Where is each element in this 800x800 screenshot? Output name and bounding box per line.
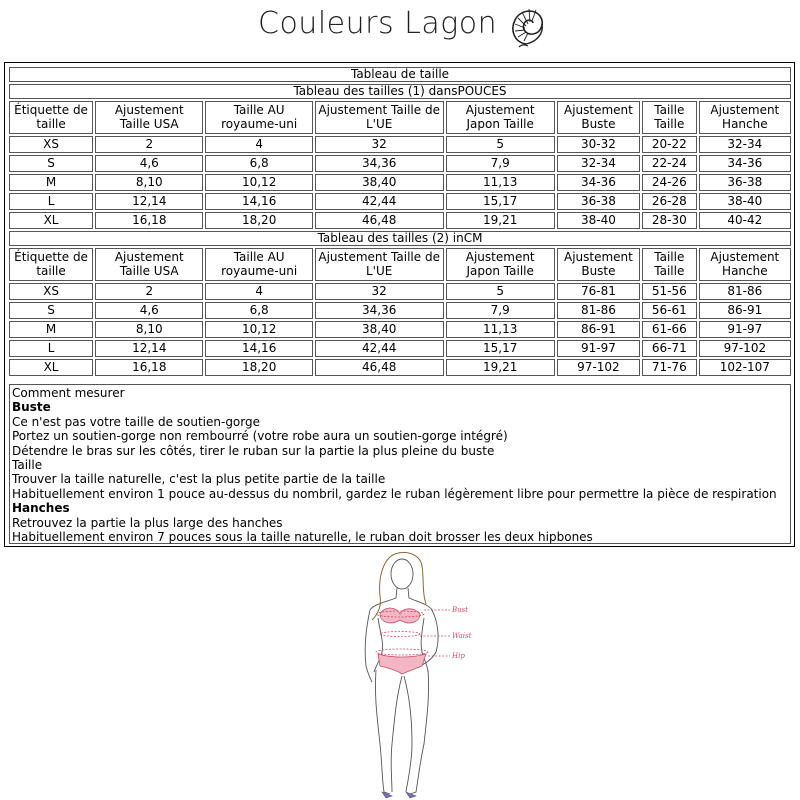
- notes-line: Habituellement environ 7 pouces sous la taille naturelle, le ruban doit brosser les deux hipbones: [12, 530, 593, 545]
- table-cell: XL: [9, 359, 93, 376]
- hip-label: Hip: [452, 652, 465, 660]
- column-header: Étiquette de taille: [9, 248, 93, 281]
- table-cell: 86-91: [557, 321, 640, 338]
- table-cell: 12,14: [95, 193, 203, 210]
- table-row: [9, 321, 791, 338]
- waist-label: Waist: [452, 632, 472, 640]
- table-cell: 28-30: [642, 212, 697, 229]
- table-cell: 15,17: [446, 340, 555, 357]
- table-cell: XS: [9, 136, 93, 153]
- table-cell: 51-56: [642, 283, 697, 300]
- nautilus-shell-icon: [506, 4, 546, 48]
- table-cell: 42,44: [315, 340, 444, 357]
- table-cell: 14,16: [205, 340, 312, 357]
- table-row: [9, 283, 791, 300]
- table-cell: 16,18: [95, 359, 203, 376]
- table-cell: 36-38: [699, 174, 791, 191]
- notes-heading: Hanches: [12, 501, 70, 516]
- notes-line: Comment mesurer: [12, 386, 125, 400]
- table-cell: 34-36: [699, 155, 791, 172]
- table-cell: 22-24: [642, 155, 697, 172]
- column-header: Ajustement Japon Taille: [446, 101, 555, 134]
- column-header: Taille Taille: [642, 101, 697, 134]
- section-title-inches-cell: Tableau des tailles (1) dansPOUCES: [9, 84, 791, 99]
- table-cell: 32-34: [557, 155, 640, 172]
- measuring-instructions: [9, 384, 791, 544]
- table-cell: 38-40: [699, 193, 791, 210]
- table-cell: 38-40: [557, 212, 640, 229]
- table-cell: 6,8: [205, 155, 312, 172]
- column-header: Taille AU royaume-uni: [205, 248, 312, 281]
- column-header: Ajustement Buste: [557, 248, 640, 281]
- table-cell: 19,21: [446, 359, 555, 376]
- table-cell: 86-91: [699, 302, 791, 319]
- table-row: [9, 212, 791, 229]
- table-cell: 56-61: [642, 302, 697, 319]
- table-cell: M: [9, 321, 93, 338]
- column-header: Taille AU royaume-uni: [205, 101, 312, 134]
- table-cell: 12,14: [95, 340, 203, 357]
- column-header: Ajustement Hanche: [699, 248, 791, 281]
- table-cell: 15,17: [446, 193, 555, 210]
- table-cell: 81-86: [699, 283, 791, 300]
- table-cell: L: [9, 340, 93, 357]
- table-cell: XL: [9, 212, 93, 229]
- table-row: [9, 302, 791, 319]
- table-cell: 30-32: [557, 136, 640, 153]
- measurement-figure-illustration: [340, 548, 490, 800]
- table-row: [9, 340, 791, 357]
- cm-header-row: [9, 248, 791, 281]
- brand-name: Couleurs Lagon: [258, 6, 498, 41]
- table-cell: 10,12: [205, 321, 312, 338]
- table-cell: 24-26: [642, 174, 697, 191]
- table-cell: XS: [9, 283, 93, 300]
- notes-line: Détendre le bras sur les côtés, tirer le ruban sur la partie la plus pleine du buste: [12, 443, 495, 458]
- table-cell: 97-102: [557, 359, 640, 376]
- table-row: [9, 155, 791, 172]
- table-cell: 6,8: [205, 302, 312, 319]
- notes-line: Retrouvez la partie la plus large des hanches: [12, 515, 283, 530]
- table-cell: 36-38: [557, 193, 640, 210]
- table-cell: 4: [205, 136, 312, 153]
- table-cell: 91-97: [699, 321, 791, 338]
- table-cell: 61-66: [642, 321, 697, 338]
- table-cell: 76-81: [557, 283, 640, 300]
- column-header: Ajustement Taille USA: [95, 248, 203, 281]
- table-cell: 19,21: [446, 212, 555, 229]
- table-cell: S: [9, 155, 93, 172]
- table-cell: 38,40: [315, 321, 444, 338]
- table-cell: 8,10: [95, 174, 203, 191]
- table-cell: 10,12: [205, 174, 312, 191]
- notes-line: Ce n'est pas votre taille de soutien-gorge: [12, 414, 260, 429]
- table-row: [9, 359, 791, 376]
- inches-header-row: [9, 101, 791, 134]
- table-cell: 4,6: [95, 302, 203, 319]
- column-header: Ajustement Taille de L'UE: [315, 248, 444, 281]
- table-cell: 11,13: [446, 321, 555, 338]
- table-cell: 2: [95, 283, 203, 300]
- table-cell: 38,40: [315, 174, 444, 191]
- table-cell: 18,20: [205, 359, 312, 376]
- table-cell: S: [9, 302, 93, 319]
- chart-title: [9, 67, 791, 82]
- table-cell: 7,9: [446, 302, 555, 319]
- table-row: [9, 136, 791, 153]
- table-row: [9, 174, 791, 191]
- table-cell: 16,18: [95, 212, 203, 229]
- table-cell: 91-97: [557, 340, 640, 357]
- column-header: Ajustement Buste: [557, 101, 640, 134]
- size-chart-table: [7, 65, 793, 378]
- column-header: Ajustement Taille de L'UE: [315, 101, 444, 134]
- table-cell: 40-42: [699, 212, 791, 229]
- table-cell: 11,13: [446, 174, 555, 191]
- table-cell: 32: [315, 136, 444, 153]
- notes-line: Habituellement environ 1 pouce au-dessus du nombril, gardez le ruban légèrement libre pour permettre la pièce de respiration: [12, 486, 777, 501]
- bust-label: Bust: [452, 606, 469, 614]
- column-header: Taille Taille: [642, 248, 697, 281]
- table-cell: 32-34: [699, 136, 791, 153]
- table-cell: 2: [95, 136, 203, 153]
- section-title-cm: [9, 231, 791, 246]
- table-cell: 34,36: [315, 302, 444, 319]
- column-header: Ajustement Taille USA: [95, 101, 203, 134]
- section-title-cm-cell: Tableau des tailles (2) inCM: [9, 231, 791, 246]
- table-cell: 8,10: [95, 321, 203, 338]
- table-cell: 7,9: [446, 155, 555, 172]
- column-header: Ajustement Hanche: [699, 101, 791, 134]
- table-cell: 18,20: [205, 212, 312, 229]
- table-cell: M: [9, 174, 93, 191]
- table-cell: 20-22: [642, 136, 697, 153]
- table-cell: 46,48: [315, 212, 444, 229]
- table-cell: 26-28: [642, 193, 697, 210]
- notes-heading: Buste: [12, 400, 51, 415]
- chart-title-cell: Tableau de taille: [9, 67, 791, 82]
- table-cell: 46,48: [315, 359, 444, 376]
- notes-line: Trouver la taille naturelle, c'est la plus petite partie de la taille: [12, 472, 386, 487]
- table-cell: 4,6: [95, 155, 203, 172]
- table-cell: 97-102: [699, 340, 791, 357]
- notes-line: Portez un soutien-gorge non rembourré (votre robe aura un soutien-gorge intégré): [12, 429, 508, 444]
- table-row: [9, 193, 791, 210]
- column-header: Étiquette de taille: [9, 101, 93, 134]
- table-cell: 34,36: [315, 155, 444, 172]
- notes-line: Taille: [12, 458, 43, 473]
- table-cell: 66-71: [642, 340, 697, 357]
- column-header: Ajustement Japon Taille: [446, 248, 555, 281]
- table-cell: 81-86: [557, 302, 640, 319]
- table-cell: 32: [315, 283, 444, 300]
- table-cell: 34-36: [557, 174, 640, 191]
- section-title-inches: [9, 84, 791, 99]
- table-cell: 71-76: [642, 359, 697, 376]
- table-cell: 14,16: [205, 193, 312, 210]
- table-cell: 42,44: [315, 193, 444, 210]
- table-cell: 102-107: [699, 359, 791, 376]
- header: [0, 0, 800, 58]
- table-cell: 4: [205, 283, 312, 300]
- table-cell: L: [9, 193, 93, 210]
- table-cell: 5: [446, 136, 555, 153]
- table-cell: 5: [446, 283, 555, 300]
